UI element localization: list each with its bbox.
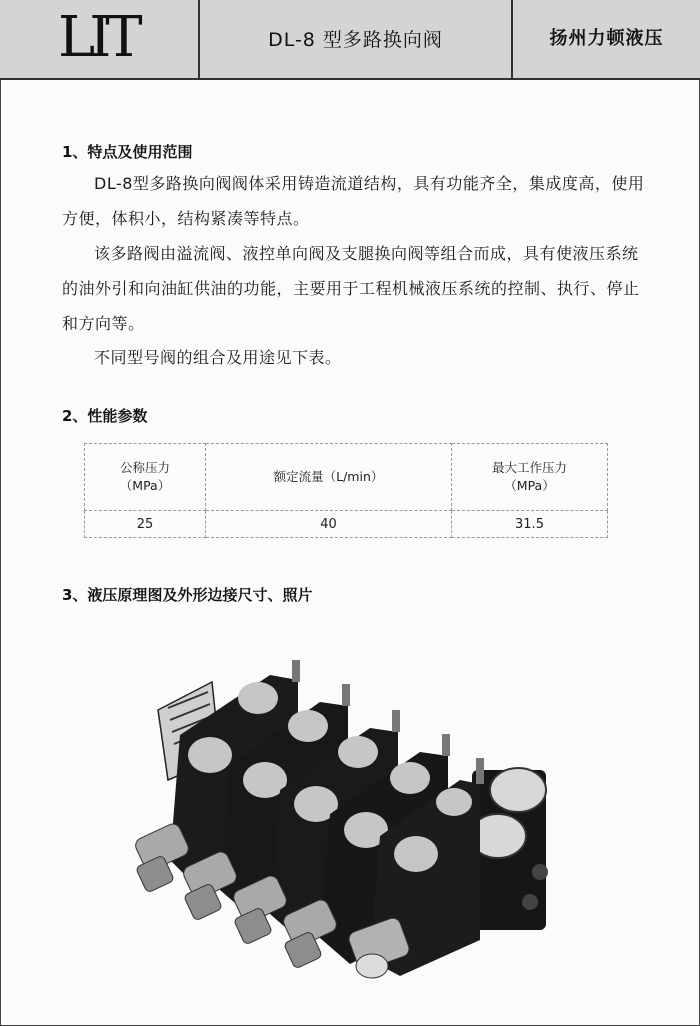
header-label: 最大工作压力 xyxy=(491,460,567,475)
document-title: DL-8 型多路换向阀 xyxy=(268,29,443,51)
table-header-cell xyxy=(206,444,452,511)
table-header-cell xyxy=(452,444,608,511)
section-heading-diagram: 3、液压原理图及外形边接尺寸、照片 xyxy=(62,586,313,604)
page-header xyxy=(0,0,700,80)
company-cell xyxy=(513,0,700,78)
company-logo: LIT xyxy=(58,5,137,70)
paragraph-structure: DL-8型多路换向阀阀体采用铸造流道结构，具有功能齐全，集成度高，使用方便，体积小，结构紧凑等特点。 xyxy=(62,174,645,228)
table-cell-pressure: 25 xyxy=(85,511,206,538)
section-heading-features: 1、特点及使用范围 xyxy=(62,143,193,161)
header-label: 额定流量（L/min） xyxy=(273,469,384,484)
relief-valve-block xyxy=(470,768,548,930)
paragraph-composition: 该多路阀由溢流阀、液控单向阀及支腿换向阀等组合而成，具有使液压系统的油外引和向油缸供油的功能，主要用于工程机械液压系统的控制、执行、停止和方向等。 xyxy=(62,244,640,333)
header-unit: （MPa） xyxy=(504,478,555,493)
company-name: 扬州力顿液压 xyxy=(549,28,664,49)
table-cell-max-pressure: 31.5 xyxy=(452,511,608,538)
table-header-row xyxy=(85,444,608,511)
performance-table xyxy=(84,443,608,538)
header-unit: （MPa） xyxy=(119,478,171,493)
table-cell-flow: 40 xyxy=(206,511,452,538)
table-row xyxy=(85,511,608,538)
section-heading-performance: 2、性能参数 xyxy=(62,407,148,425)
header-label: 公称压力 xyxy=(119,460,170,475)
title-cell xyxy=(200,0,513,78)
logo-cell xyxy=(0,0,200,78)
table-header-cell xyxy=(85,444,206,511)
paragraph-table-ref: 不同型号阀的组合及用途见下表。 xyxy=(94,348,342,367)
valve-product-photo xyxy=(120,640,570,990)
